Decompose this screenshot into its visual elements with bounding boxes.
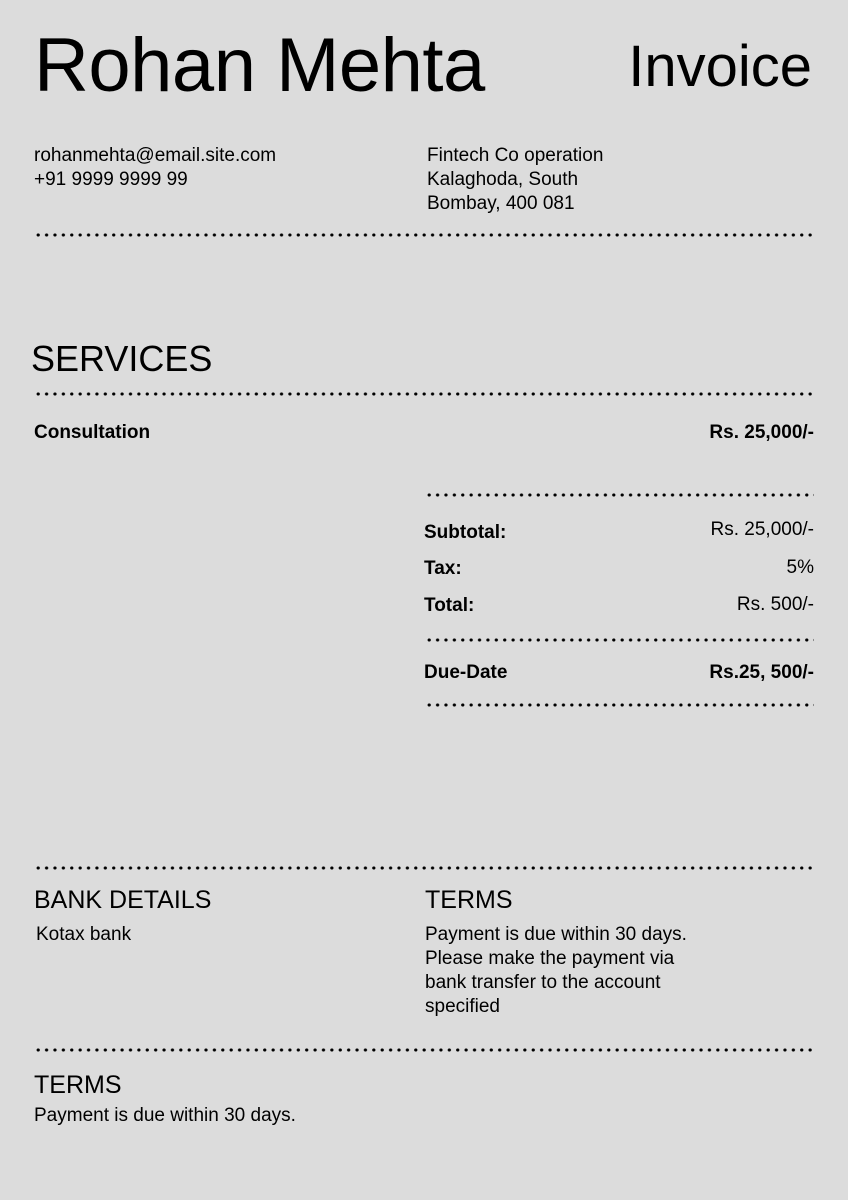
sender-name: Rohan Mehta [34,23,485,108]
divider [34,1048,814,1052]
services-heading: SERVICES [31,338,213,379]
terms-line-3: bank transfer to the account [425,972,661,993]
total-value: Rs. 500/- [736,594,814,615]
terms-heading: TERMS [425,886,513,914]
footer-terms-heading: TERMS [34,1071,122,1099]
bank-details-heading: BANK DETAILS [34,886,212,914]
client-line-1: Fintech Co operation [427,145,604,166]
sender-phone: +91 9999 9999 99 [34,169,188,190]
document-title: Invoice [628,34,812,99]
client-line-2: Kalaghoda, South [427,169,579,190]
tax-label: Tax: [424,558,462,579]
divider [34,233,814,237]
footer-terms-text: Payment is due within 30 days. [34,1105,296,1126]
subtotal-value: Rs. 25,000/- [710,519,814,540]
divider [34,392,814,396]
divider [34,866,814,870]
terms-line-2: Please make the payment via [425,948,675,969]
bank-name: Kotax bank [36,924,132,945]
terms-text [425,923,687,1019]
divider [425,703,814,707]
service-item-amount: Rs. 25,000/- [709,422,814,443]
divider [425,638,814,642]
tax-value: 5% [786,557,814,578]
subtotal-label: Subtotal: [424,522,507,543]
due-date-label: Due-Date [424,662,508,683]
total-label: Total: [424,595,475,616]
terms-line-1: Payment is due within 30 days. [425,924,687,945]
service-item-description: Consultation [34,422,151,443]
sender-email: rohanmehta@email.site.com [34,145,277,166]
client-line-3: Bombay, 400 081 [427,193,575,214]
client-address [427,144,603,216]
divider [425,493,814,497]
sender-contact [34,144,276,192]
terms-line-4: specified [425,996,500,1017]
due-date-value: Rs.25, 500/- [709,662,814,683]
